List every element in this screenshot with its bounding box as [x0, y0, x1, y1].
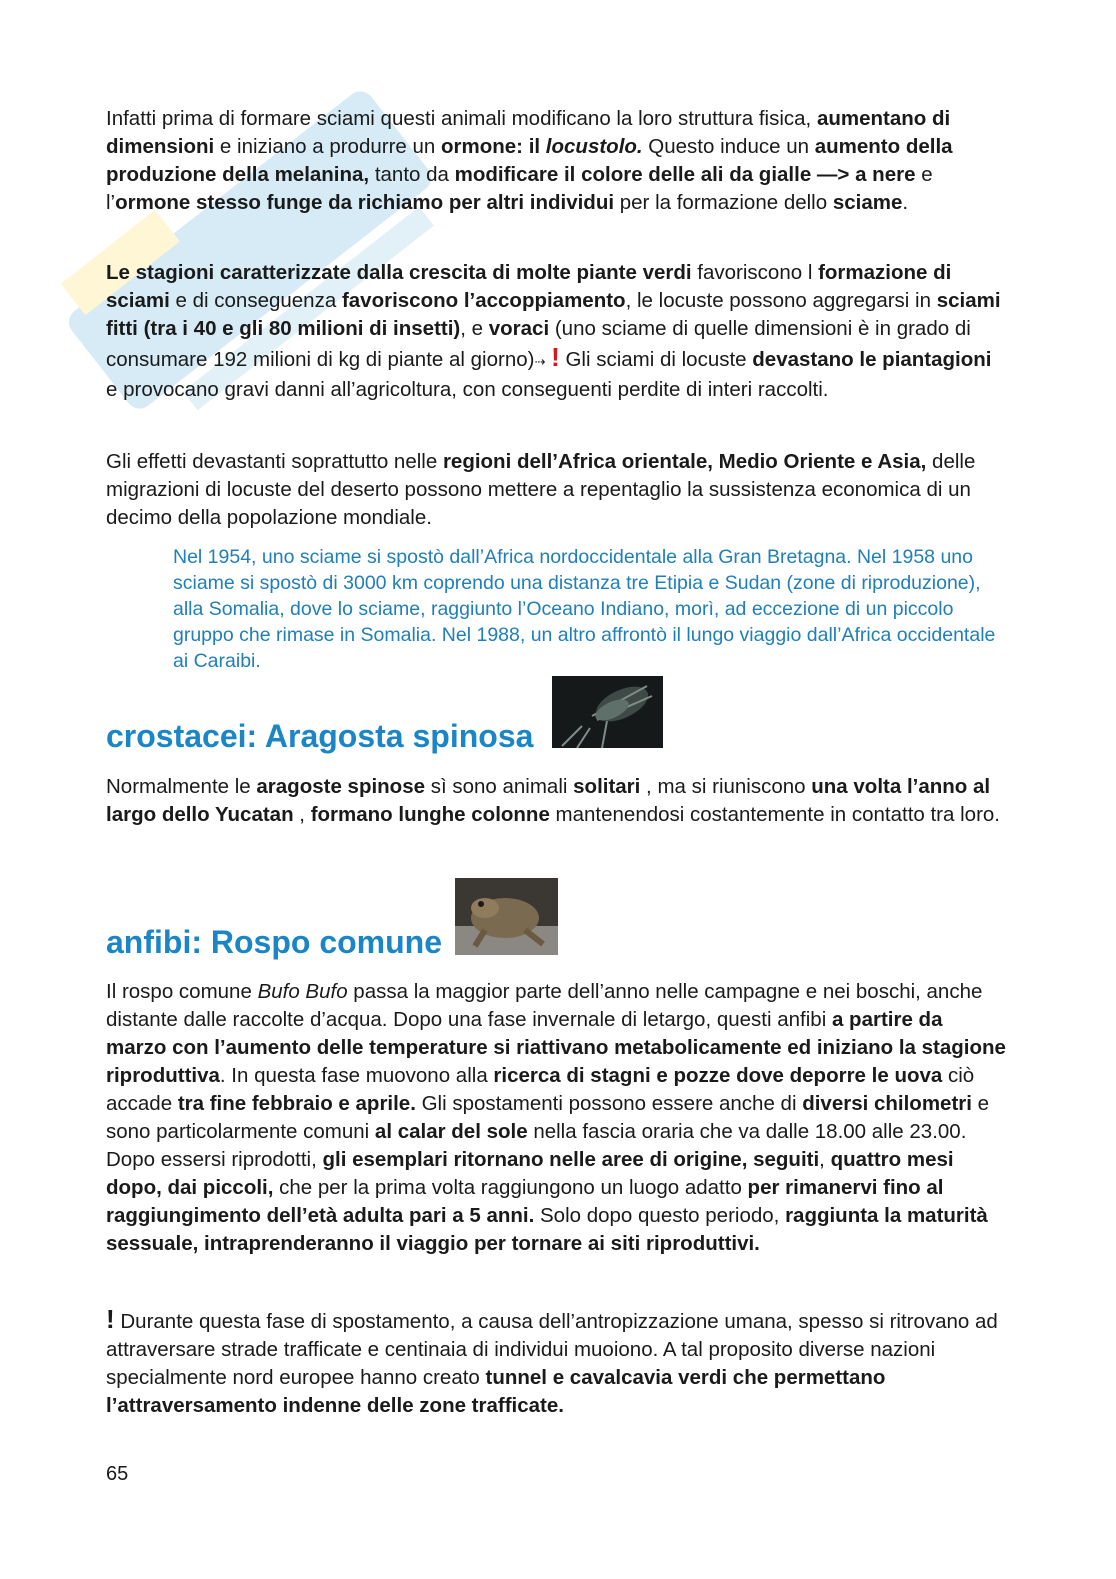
paragraph-devastating-effects: Gli effetti devastanti soprattutto nelle regioni dell’Africa orientale, Medio Oriente e Asia, delle migrazioni di locuste del deserto possono mettere a repentaglio la sussistenza economica di un decimo della popolazione mondiale. — [106, 450, 976, 529]
heading-toad: anfibi: Rospo comune — [106, 924, 442, 960]
paragraph-spiny-lobster: Normalmente le aragoste spinose sì sono animali solitari , ma si riuniscono una volta l’anno al largo dello Yucatan , formano lunghe colonne mantenendosi costantemente in contatto tra loro. — [106, 775, 1000, 826]
heading-lobster: crostacei: Aragosta spinosa — [106, 718, 534, 754]
page-number: 65 — [106, 1463, 129, 1485]
historical-note: Nel 1954, uno sciame si spostò dall’Africa nordoccidentale alla Gran Bretagna. Nel 1958 uno sciame si spostò di 3000 km coprendo una distanza tre Etipia e Sudan (zone di riproduzione), alla Somalia, dove lo sciame, raggiunto l’Oceano Indiano, morì, ad eccezione di un piccolo gruppo che rimase in Somalia. Nel 1988, un altro affrontò il lungo viaggio dall’Africa occidentale ai Caraibi. — [173, 546, 996, 672]
paragraph-road-crossing: ! Durante questa fase di spostamento, a causa dell’antropizzazione umana, spesso si ritrovano ad attraversare strade trafficate e centinaia di individui muoiono. A tal proposito diverse nazioni specialmente nord europee hanno creato tunnel e cavalcavia verdi che permettano l’attraversamento indenne delle zone trafficate. — [106, 1304, 998, 1417]
exclamation-icon: ! — [551, 342, 560, 372]
arrow-icon: ⇢ — [534, 354, 546, 369]
paragraph-swarm-formation: Le stagioni caratterizzate dalla crescita di molte piante verdi favoriscono l formazione di sciami e di conseguenza favoriscono l’accoppiamento, le locuste possono aggregarsi in sciami fitti (tra i 40 e gli 80 milioni di insetti), e voraci (uno sciame di quelle dimensioni è in grado di consumare 192 milioni di kg di piante al giorno)⇢ ! Gli sciami di locuste devastano le piantagioni e provocano gravi danni all’agricoltura, con conseguenti perdite di interi raccolti. — [106, 261, 1001, 401]
exclamation-icon: ! — [106, 1304, 115, 1334]
paragraph-locust-physiology: Infatti prima di formare sciami questi animali modificano la loro struttura fisica, aumentano di dimensioni e iniziano a produrre un ormone: il locustolo. Questo induce un aumento della produzione della melanina, tanto da modificare il colore delle ali da gialle —> a nere e l’ormone stesso funge da richiamo per altri individui per la formazione dello sciame. — [106, 107, 953, 214]
lobster-photo — [552, 676, 663, 748]
paragraph-common-toad: Il rospo comune Bufo Bufo passa la maggior parte dell’anno nelle campagne e nei boschi, anche distante dalle raccolte d’acqua. Dopo una fase invernale di letargo, questi anfibi a partire da marzo con l’aumento delle temperature si riattivano metabolicamente ed iniziano la stagione riproduttiva. In questa fase muovono alla ricerca di stagni e pozze dove deporre le uova ciò accade tra fine febbraio e aprile. Gli spostamenti possono essere anche di diversi chilometri e sono particolarmente comuni al calar del sole nella fascia oraria che va dalle 18.00 alle 23.00. Dopo essersi riprodotti, gli esemplari ritornano nelle aree di origine, seguiti, quattro mesi dopo, dai piccoli, che per la prima volta raggiungono un luogo adatto per rimanervi fino al raggiungimento dell’età adulta pari a 5 anni. Solo dopo questo periodo, raggiunta la maturità sessuale, intraprenderanno il viaggio per tornare ai siti riproduttivi. — [106, 980, 1006, 1255]
toad-photo — [455, 878, 558, 955]
